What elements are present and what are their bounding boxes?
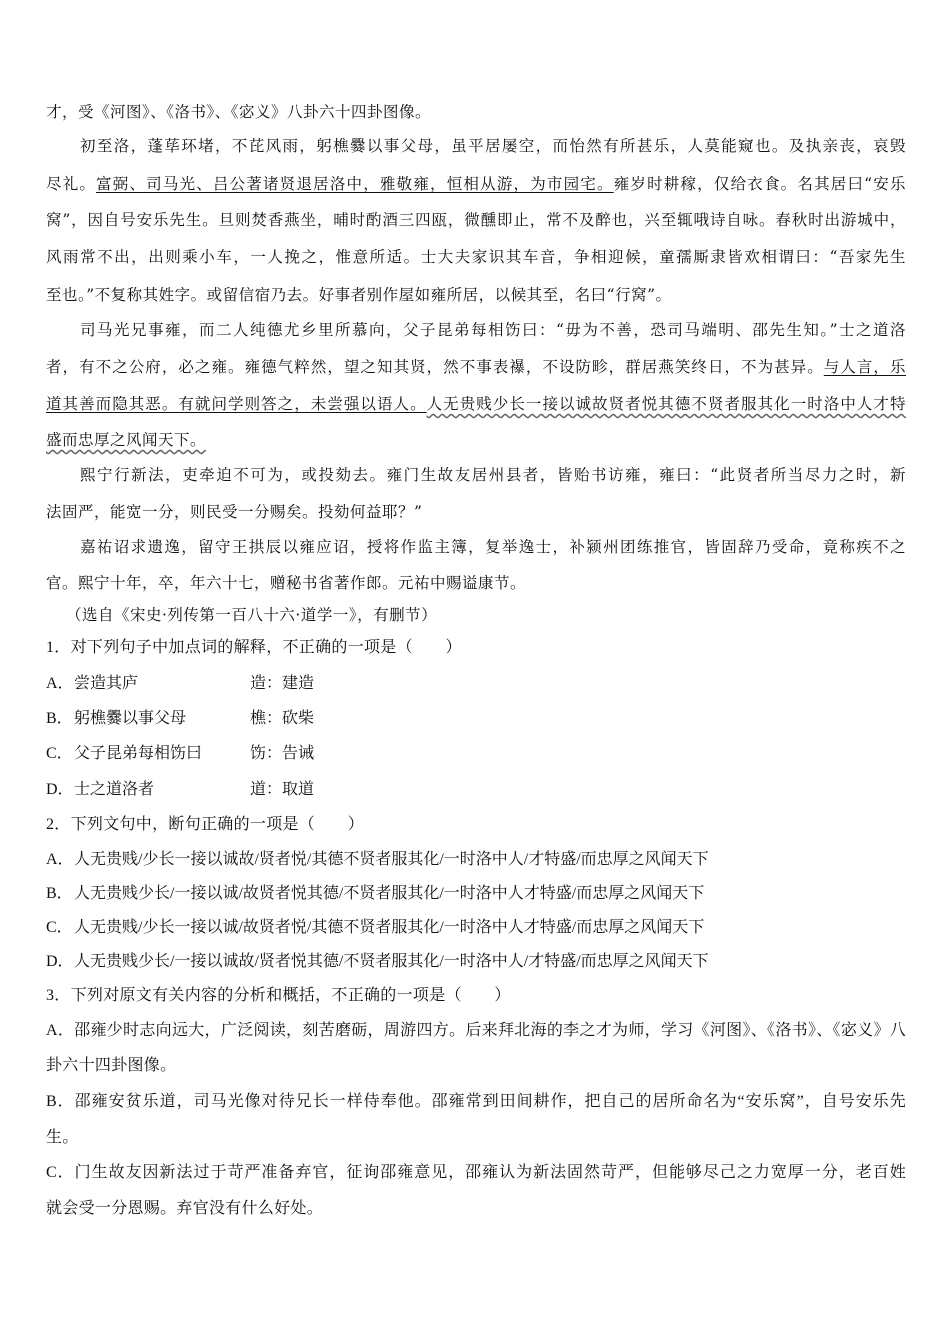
option-gloss: 造：建造 xyxy=(250,675,315,692)
question-2-option-a[interactable] xyxy=(46,850,709,870)
passage-line-with-underline xyxy=(46,357,906,377)
question-1-option-b[interactable] xyxy=(46,709,314,729)
passage-paragraph-2-line: 初至洛，蓬荜环堵，不芘风雨，躬樵爨以事父母，虽平居屡空，而怡然有所甚乐，人莫能窥也。及执亲丧，哀毁 xyxy=(80,137,906,155)
passage-paragraph-3-line: 司马光兄事雍，而二人纯德尤乡里所慕向，父子昆弟每相饬曰：“毋为不善，恐司马端明、邵先生知。”士之道洛 xyxy=(80,321,906,339)
option-text: 人无贵贱少长/一接以诚/故贤者悦其德/不贤者服其化/一时洛中人才特盛/而忠厚之风闻天下 xyxy=(74,885,705,902)
option-text: 父子昆弟每相饬曰 xyxy=(74,745,203,762)
option-text: 人无贵贱少长/一接以诚故/贤者悦其德/不贤者服其化/一时洛中人/才特盛/而忠厚之风闻天下 xyxy=(74,953,709,970)
underlined-sentence-2-end: 道其善而隐其恶。有就问学则答之，未尝强以语人。 xyxy=(46,395,427,413)
passage-paragraph-5-line: 嘉祐诏求遗逸，留守王拱辰以雍应诏，授将作监主簿，复举逸士，补颍州团练推官，皆固辞乃受命，竟称疾不之 xyxy=(80,538,906,556)
option-gloss: 樵：砍柴 xyxy=(250,710,315,727)
option-key: D． xyxy=(46,781,74,798)
question-1-option-c[interactable] xyxy=(46,744,314,764)
option-text: 躬樵爨以事父母 xyxy=(74,710,187,727)
question-2-option-d[interactable] xyxy=(46,952,709,972)
question-1-stem: 1．对下列句子中加点词的解释，不正确的一项是（ ） xyxy=(46,639,462,656)
passage-line: 至也。”不复称其姓字。或留信宿乃去。好事者别作屋如雍所居，以候其至，名曰“行窝”。 xyxy=(46,286,672,304)
question-3-option-c-continued: 就会受一分恩赐。弃官没有什么好处。 xyxy=(46,1200,324,1217)
option-key: C． xyxy=(46,919,73,936)
passage-source: （选自《宋史·列传第一百八十六·道学一》，有删节） xyxy=(66,606,438,624)
question-3-option-b-continued: 生。 xyxy=(46,1129,79,1146)
option-key: A． xyxy=(46,851,74,868)
option-text: 尝造其庐 xyxy=(74,675,139,692)
question-1-option-a[interactable] xyxy=(46,674,314,694)
option-text: 士之道洛者 xyxy=(74,781,155,798)
option-key: B． xyxy=(46,710,73,727)
option-text: 人无贵贱/少长一接以诚故/贤者悦/其德不贤者服其化/一时洛中人/才特盛/而忠厚之风闻天下 xyxy=(74,851,709,868)
underlined-sentence-1: 富弼、司马光、吕公著诸贤退居洛中，雅敬雍，恒相从游，为市园宅。 xyxy=(96,175,614,193)
passage-text: 者，有不之公府，必之雍。雍德气粹然，望之知其贤，然不事表襮，不设防畛，群居燕笑终日，不为甚异。 xyxy=(46,358,824,376)
underlined-sentence-2-start: 与人言，乐 xyxy=(823,358,906,376)
question-2-option-b[interactable] xyxy=(46,884,704,904)
question-3-option-b[interactable]: B．邵雍安贫乐道，司马光像对待兄长一样侍奉他。邵雍常到田间耕作，把自己的居所命名为“安乐窝”，自号安乐先 xyxy=(46,1093,906,1110)
question-3-option-a[interactable]: A．邵雍少时志向远大，广泛阅读，刻苦磨砺，周游四方。后来拜北海的李之才为师，学习《河图》、《洛书》、《宓义》八 xyxy=(46,1022,907,1039)
passage-line: 官。熙宁十年，卒，年六十七，赠秘书省著作郎。元祐中赐谥康节。 xyxy=(46,574,527,592)
option-key: B． xyxy=(46,885,73,902)
passage-line: 风雨常不出，出则乘小车，一人挽之，惟意所适。士大夫家识其车音，争相迎候，童孺厮隶皆欢相谓曰：“吾家先生 xyxy=(46,248,906,266)
passage-text: 雍岁时耕稼，仅给衣食。名其居曰“安乐 xyxy=(613,175,906,193)
question-3-option-a-continued: 卦六十四卦图像。 xyxy=(46,1057,177,1074)
question-3-stem: 3．下列对原文有关内容的分析和概括，不正确的一项是（ ） xyxy=(46,987,511,1004)
option-gloss: 饬：告诫 xyxy=(250,745,315,762)
wavy-underlined-text: 人无贵贱少长一接以诚故贤者悦其德不贤者服其化一时洛中人才特 xyxy=(426,395,906,413)
option-key: A． xyxy=(46,675,74,692)
passage-text: 尽礼。 xyxy=(46,175,97,193)
question-3-option-c[interactable]: C．门生故友因新法过于苛严准备弃官，征询邵雍意见，邵雍认为新法固然苛严，但能够尽己之力宽厚一分，老百姓 xyxy=(46,1164,906,1181)
option-text: 人无贵贱/少长一接以诚/故贤者悦/其德不贤者服其化/一时洛中人才特盛/而忠厚之风闻天下 xyxy=(74,919,705,936)
question-2-stem: 2．下列文句中，断句正确的一项是（ ） xyxy=(46,816,365,833)
passage-line: 法固严，能宽一分，则民受一分赐矣。投劾何益耶？” xyxy=(46,503,423,521)
option-gloss: 道：取道 xyxy=(250,781,315,798)
passage-line: 才，受《河图》、《洛书》、《宓义》八卦六十四卦图像。 xyxy=(46,103,432,121)
wavy-underlined-text: 盛而忠厚之风闻天下。 xyxy=(46,431,207,449)
question-1-option-d[interactable] xyxy=(46,780,314,800)
option-key: D． xyxy=(46,953,74,970)
passage-line-with-underline xyxy=(46,174,906,194)
passage-line-with-underline xyxy=(46,394,906,414)
question-2-option-c[interactable] xyxy=(46,918,704,938)
passage-paragraph-4-line: 熙宁行新法，吏牵迫不可为，或投劾去。雍门生故友居州县者，皆贻书访雍，雍曰：“此贤者所当尽力之时，新 xyxy=(80,466,906,484)
passage-line: 窝”，因自号安乐先生。旦则焚香燕坐，晡时酌酒三四瓯，微醺即止，常不及醉也，兴至辄哦诗自咏。春秋时出游城中， xyxy=(46,211,906,229)
passage-line-with-underline xyxy=(46,430,906,450)
option-key: C． xyxy=(46,745,73,762)
